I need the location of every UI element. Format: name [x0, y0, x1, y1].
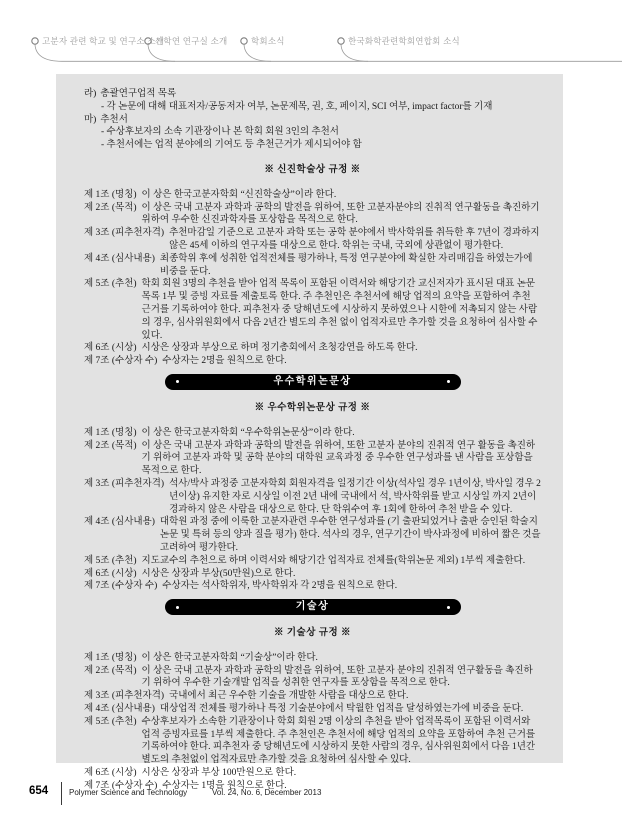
section-technology-award: [84, 599, 541, 793]
clause-row: [84, 652, 541, 665]
banner-dot-icon: [447, 606, 450, 609]
intro-list: [84, 88, 541, 152]
clause-label: 제 6조 (시상): [84, 768, 137, 779]
clause-row: [84, 703, 541, 716]
clause-label: 제 3조 (피추천자격): [84, 478, 165, 489]
clause-label: 제 5조 (추천): [84, 555, 137, 566]
clause-text: 수상자는 1명을 원칙으로 한다.: [162, 780, 287, 791]
list-subitem: - 추천서에는 업적 분야에의 기여도 등 추천근거가 제시되어야 함: [101, 140, 362, 151]
section-new-scholar-award: [84, 164, 541, 368]
section-heading: ※ 우수학위논문상 규정 ※: [254, 402, 371, 413]
journal-title: Polymer Science and Technology: [69, 788, 188, 797]
clause-row: [84, 342, 541, 355]
journal-issue: Vol. 24, No. 6, December 2013: [212, 788, 322, 797]
clause-row: [84, 440, 541, 478]
page-number: 654: [29, 785, 49, 797]
list-item: [84, 114, 541, 127]
clause-label: 제 1조 (명칭): [84, 652, 137, 663]
clause-label: 제 4조 (심사내용): [84, 253, 155, 264]
clause-label: 제 3조 (피추천자격): [84, 691, 165, 702]
clause-text: 수상자는 석사학위자, 박사학위자 각 2명을 원칙으로 한다.: [162, 581, 398, 592]
clause-text: 이 상은 국내 고분자 과학과 공학의 발전을 위하여, 또한 고분자분야의 진취적 연구활동을 촉진하기 위하여 우수한 신진과학자를 포상함을 목적으로 한다.: [141, 202, 540, 226]
clause-label: 제 1조 (명칭): [84, 189, 137, 200]
header-tab-schools-institutes: 고분자 관련 학교 및 연구소 소개: [42, 36, 165, 46]
clause-row: [84, 516, 541, 554]
clause-label: 제 3조 (피추천자격): [84, 228, 165, 239]
clause-text: 대학원 과정 중에 이룩한 고분자관련 우수한 연구성과를 (기 출판되었거나 출판 승인된 학술지 논문 및 특허 등의 양과 질을 평가) 한다. 석사의 경우, 연구기간이 박사과정에 비하여 짧은 것을 고려하여 평가한다.: [159, 517, 541, 553]
section-title-banner: [165, 599, 461, 615]
clause-row: [84, 580, 541, 593]
clause-text: 이 상은 한국고분자학회 “신진학술상”이라 한다.: [141, 189, 337, 200]
clause-row: [84, 189, 541, 202]
clause-text: 시상은 상장과 부상 100만원으로 한다.: [141, 768, 297, 779]
clause-row: [84, 278, 541, 342]
banner-dot-icon: [176, 606, 179, 609]
clause-label: 제 4조 (심사내용): [84, 704, 155, 715]
clause-label: 제 2조 (목적): [84, 202, 137, 213]
clause-row: [84, 555, 541, 568]
clause-row: [84, 665, 541, 691]
header-tab-federation-news: 한국화학관련학회연합회 소식: [348, 36, 460, 46]
list-subitem: - 수상후보자의 소속 기관장이나 본 학회 회원 3인의 추천서: [101, 127, 339, 138]
section-thesis-award: [84, 374, 541, 593]
list-item-marker: 마): [84, 114, 97, 125]
clause-text: 이 상은 국내 고분자 과학과 공학의 발전을 위하여, 또한 고분자 분야의 진취적 연구활동을 촉진하기 위하여 우수한 기술개발 업적을 성취한 연구자를 포상함을 목적으로 한다.: [141, 665, 533, 689]
clause-label: 제 6조 (시상): [84, 568, 137, 579]
clause-row: [84, 355, 541, 368]
clause-row: [84, 690, 541, 703]
header-tab-labs: 산학연 연구실 소개: [155, 36, 228, 46]
clause-text: 석사/박사 과정중 고분자학회 회원자격을 일정기간 이상(석사일 경우 1년이상, 박사일 경우 2년이상) 유지한 자로 시상일 이전 2년 내에 국내에서 석, 박사학위를 받고 시상일 까지 2년이 경과하지 않은 사람을 대상으로 한다. 단 학위수여 후 1회에 한하여 추천 받을 수 있다.: [169, 478, 541, 515]
section-title: 기술상: [295, 601, 330, 613]
section-heading: ※ 기술상 규정 ※: [273, 628, 351, 639]
clause-label: 제 7조 (수상자 수): [84, 780, 158, 791]
page-header-nav: [0, 0, 622, 72]
clause-text: 수상자는 2명을 원칙으로 한다.: [162, 356, 287, 367]
clause-row: [84, 427, 541, 440]
clause-label: 제 4조 (심사내용): [84, 517, 155, 528]
clause-label: 제 5조 (추천): [84, 716, 137, 727]
header-tab-society-news: 학회소식: [251, 36, 285, 46]
clause-label: 제 2조 (목적): [84, 665, 137, 676]
clause-row: [84, 227, 541, 253]
list-subitem: - 각 논문에 대해 대표저자/공동저자 여부, 논문제목, 권, 호, 페이지, SCI 여부, impact factor를 기재: [101, 101, 493, 112]
clause-text: 국내에서 최근 우수한 기술을 개발한 사람을 대상으로 한다.: [169, 691, 409, 702]
clause-label: 제 5조 (추천): [84, 279, 137, 290]
footer-divider: [61, 782, 62, 805]
clause-text: 시상은 상장과 부상으로 하며 정기총회에서 초청강연을 하도록 한다.: [141, 343, 418, 354]
list-item-marker: 라): [84, 89, 97, 99]
section-title: 우수학위논문상: [273, 375, 352, 387]
clause-text: 이 상은 한국고분자학회 “기술상”이라 한다.: [141, 652, 318, 663]
list-item: [84, 88, 541, 101]
page-footer: [0, 781, 622, 809]
clause-label: 제 7조 (수상자 수): [84, 581, 158, 592]
clause-label: 제 6조 (시상): [84, 343, 137, 354]
banner-dot-icon: [447, 380, 450, 383]
clause-label: 제 2조 (목적): [84, 440, 137, 451]
tab-bullet-icon: [338, 38, 344, 44]
clause-text: 이 상은 한국고분자학회 “우수학위논문상”이라 한다.: [141, 427, 355, 438]
clause-text: 시상은 상장과 부상(50만원)으로 한다.: [141, 568, 296, 579]
section-title-banner: [165, 374, 461, 390]
clause-label: 제 1조 (명칭): [84, 427, 137, 438]
banner-dot-icon: [176, 380, 179, 383]
tab-bullet-icon: [241, 38, 247, 44]
clause-text: 지도교수의 추천으로 하며 이력서와 해당기간 업적자료 전체를(학위논문 제외) 1부씩 제출한다.: [141, 555, 526, 566]
clause-text: 최종학위 후에 성취한 업적전체를 평가하나, 특정 연구분야에 확실한 자리매김을 하였는가에 비중을 둔다.: [159, 253, 533, 277]
clause-row: [84, 716, 541, 767]
clause-text: 수상후보자가 소속한 기관장이나 학회 회원 2명 이상의 추천을 받아 업적목록이 포함된 이력서와 업적 증빙자료를 1부씩 제출한다. 주 추천인은 추천서에 해당 업적의 요약을 포함하여 추천 근거를 기록하여야 한다. 피추천자 중 당해년도에 시상하지 못한 사람의 경우, 심사위원회에서 다음 1년간 별도의 추천없이 업적자료만 추가할 것을 요청하여 심사할 수 있다.: [141, 716, 536, 766]
document-body: [56, 74, 563, 791]
clause-label: 제 7조 (수상자 수): [84, 356, 158, 367]
clause-text: 학회 회원 3명의 추천을 받아 업적 목록이 포함된 이력서와 해당기간 교신저자가 표시된 대표 논문목록 1부 및 증빙 자료를 제출토록 한다. 주 추천인은 추천서에 해당 업적의 요약을 포함하여 추천 근거를 기록하여야 한다. 피추천자 중 당해년도에 시상하지 못하였으나 시한에 저촉되지 않는 사람의 경우, 심사위원회에서 다음 2년간 별도의 추천 없이 업적자료만 추가할 것을 요청하여 심사할 수 있다.: [141, 279, 538, 341]
clause-text: 이 상은 국내 고분자 과학과 공학의 발전을 위하여, 또한 고분자 분야의 진취적 연구 활동을 촉진하기 위하여 고분자 과학 및 공학 분야의 대학원 교육과정 중 우수한 연구성과를 낸 사람을 포상함을 목적으로 한다.: [141, 440, 536, 477]
clause-row: [84, 253, 541, 279]
list-item-title: 총괄연구업적 목록: [100, 89, 177, 99]
clause-text: 추천마감일 기준으로 고분자 과학 또는 공학 분야에서 박사학위를 취득한 후 7년이 경과하지 않은 45세 이하의 연구자를 대상으로 한다. 학위는 국내, 국외에 상관없이 평가한다.: [169, 228, 540, 251]
list-item-title: 추천서: [100, 114, 128, 125]
clause-row: [84, 568, 541, 581]
clause-row: [84, 767, 541, 780]
clause-row: [84, 478, 541, 516]
tab-bullet-icon: [32, 38, 38, 44]
clause-text: 대상업적 전체를 평가하나 특정 기술분야에서 탁월한 업적을 달성하였는가에 비중을 둔다.: [159, 704, 524, 715]
section-heading: ※ 신진학술상 규정 ※: [264, 164, 361, 175]
clause-row: [84, 202, 541, 228]
